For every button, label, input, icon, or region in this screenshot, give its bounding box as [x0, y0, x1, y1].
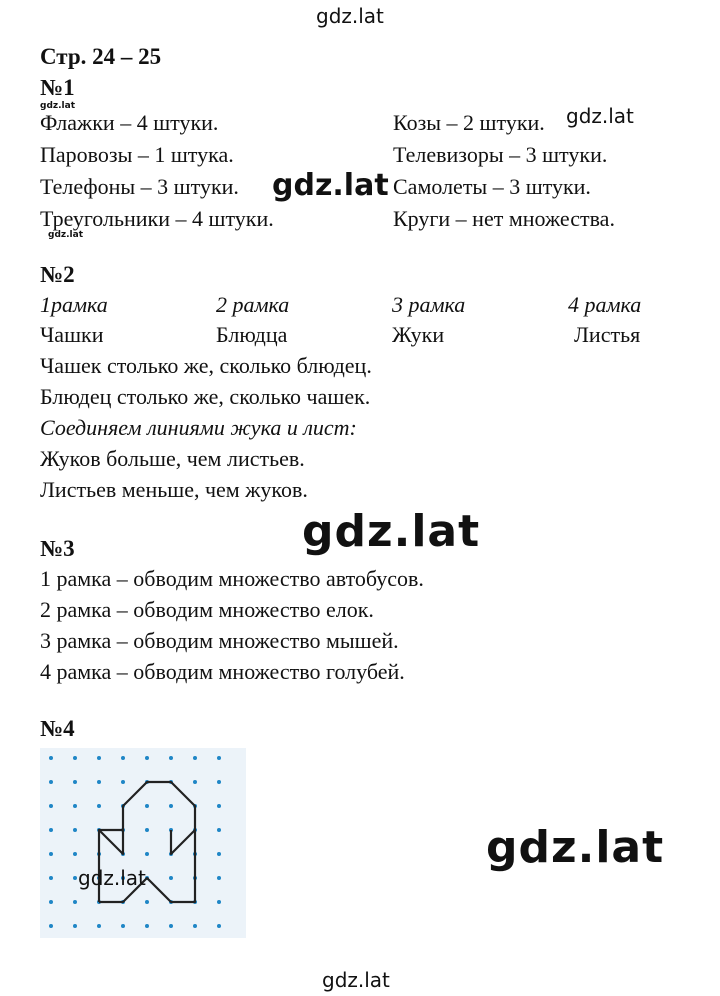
task3-title: №3 — [40, 536, 75, 561]
grid-dot — [169, 804, 173, 808]
grid-dot — [49, 924, 53, 928]
grid-dot — [73, 900, 77, 904]
grid-dot — [73, 804, 77, 808]
task2-frame-label: 2 рамка — [216, 292, 290, 317]
grid-dot — [217, 756, 221, 760]
grid-dot — [97, 924, 101, 928]
watermark-middle: gdz.lat — [302, 506, 481, 557]
grid-dot — [193, 780, 197, 784]
grid-dot — [73, 756, 77, 760]
grid-dot — [97, 780, 101, 784]
grid-dot — [121, 924, 125, 928]
grid-dot — [217, 804, 221, 808]
task1-left-line: Треугольники – 4 штуки. — [40, 206, 274, 231]
grid-dot — [73, 876, 77, 880]
task3-line: 1 рамка – обводим множество автобусов. — [40, 566, 424, 591]
grid-faded-overlay — [40, 748, 246, 938]
grid-dot — [145, 828, 149, 832]
grid-dot — [49, 804, 53, 808]
grid-dot — [97, 804, 101, 808]
grid-dot — [49, 900, 53, 904]
grid-dot — [169, 876, 173, 880]
task1-right-line: Телевизоры – 3 штуки. — [393, 142, 608, 167]
task2-line: Блюдец столько же, сколько чашек. — [40, 384, 371, 409]
grid-dot — [217, 876, 221, 880]
grid-dot — [121, 756, 125, 760]
grid-dot — [73, 780, 77, 784]
task2-item: Листья — [574, 322, 641, 347]
task2-line: Чашек столько же, сколько блюдец. — [40, 353, 372, 378]
grid-dot — [193, 756, 197, 760]
watermark-bottom: gdz.lat — [322, 968, 390, 992]
dot-grid-image — [40, 748, 246, 938]
watermark-large: gdz.lat — [486, 822, 665, 873]
grid-dot — [217, 780, 221, 784]
grid-dot — [145, 924, 149, 928]
watermark-task1-c: gdz.lat — [272, 168, 389, 203]
watermark-task1-d: gdz.lat — [48, 230, 84, 240]
grid-dot — [49, 828, 53, 832]
task1-left-line: Флажки – 4 штуки. — [40, 110, 219, 135]
grid-dot — [217, 852, 221, 856]
grid-dot — [145, 852, 149, 856]
watermark-figure: gdz.lat — [78, 866, 146, 890]
task2-item: Жуки — [392, 322, 445, 347]
task1-right-line: Козы – 2 штуки. — [393, 110, 545, 135]
grid-dot — [49, 780, 53, 784]
grid-dot — [97, 756, 101, 760]
task1-left-line: Паровозы – 1 штука. — [40, 142, 234, 167]
grid-dot — [217, 900, 221, 904]
task1-right-line: Самолеты – 3 штуки. — [393, 174, 591, 199]
grid-dot — [73, 828, 77, 832]
watermark-top: gdz.lat — [316, 4, 384, 28]
watermark-task1-b: gdz.lat — [566, 104, 634, 128]
task2-frame-label: 1рамка — [40, 292, 108, 317]
task3-line: 2 рамка – обводим множество елок. — [40, 597, 374, 622]
task4-title: №4 — [40, 716, 75, 741]
task2-frame-label: 3 рамка — [392, 292, 466, 317]
task2-frame-label: 4 рамка — [568, 292, 642, 317]
grid-dot — [193, 924, 197, 928]
grid-dot — [217, 828, 221, 832]
grid-dot — [49, 756, 53, 760]
grid-dot — [121, 780, 125, 784]
grid-dot — [169, 756, 173, 760]
page-title: Стр. 24 – 25 — [40, 44, 162, 69]
grid-dot — [217, 924, 221, 928]
grid-dot — [73, 924, 77, 928]
grid-dot — [145, 900, 149, 904]
grid-dot — [145, 756, 149, 760]
dot-grid-figure — [40, 748, 246, 938]
grid-dot — [145, 804, 149, 808]
grid-dot — [73, 852, 77, 856]
grid-dot — [49, 876, 53, 880]
task1-right-line: Круги – нет множества. — [393, 206, 615, 231]
task2-item: Чашки — [40, 322, 104, 347]
grid-dot — [49, 852, 53, 856]
task2-line: Жуков больше, чем листьев. — [40, 446, 305, 471]
grid-dot — [169, 924, 173, 928]
task2-italic-line: Соединяем линиями жука и лист: — [40, 415, 357, 440]
task2-item: Блюдца — [216, 322, 288, 347]
task1-title: №1 — [40, 75, 75, 100]
watermark-task1-a: gdz.lat — [40, 101, 76, 111]
task3-line: 4 рамка – обводим множество голубей. — [40, 659, 405, 684]
task2-title: №2 — [40, 262, 75, 287]
task2-line: Листьев меньше, чем жуков. — [40, 477, 308, 502]
task1-left-line: Телефоны – 3 штуки. — [40, 174, 239, 199]
task3-line: 3 рамка – обводим множество мышей. — [40, 628, 399, 653]
